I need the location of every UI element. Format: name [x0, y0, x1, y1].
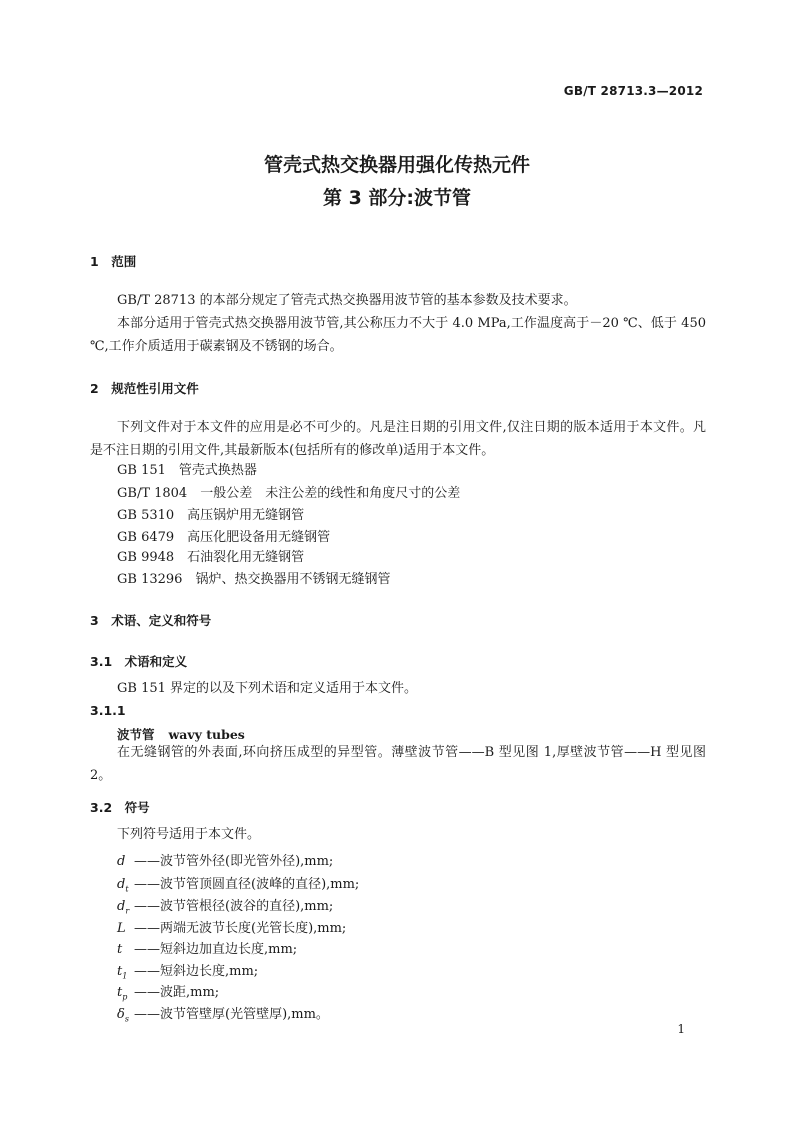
document-subtitle: 第 3 部分:波节管: [322, 187, 472, 209]
reference-code: GB 151: [117, 463, 166, 478]
term-chinese: 波节管: [117, 727, 155, 742]
symbol-item: [117, 917, 346, 938]
symbol-description: ——短斜边长度,mm;: [134, 964, 259, 979]
symbol-item: [117, 981, 219, 1002]
symbol: $t_1$: [117, 964, 128, 981]
symbol-description: ——波节管外径(即光管外径),mm;: [134, 854, 334, 869]
symbol-description: ——短斜边加直边长度,mm;: [134, 942, 298, 957]
reference-title: 锅炉、热交换器用不锈钢无缝钢管: [195, 572, 391, 587]
symbol-description: ——两端无波节长度(光管长度),mm;: [134, 921, 347, 936]
reference-title: 高压化肥设备用无缝钢管: [187, 530, 331, 545]
section-3-1-paragraph: GB 151 界定的以及下列术语和定义适用于本文件。: [117, 681, 418, 696]
document-title: 管壳式热交换器用强化传热元件: [263, 154, 530, 176]
reference-item: [117, 546, 304, 569]
section-3-1-heading: 3.1 术语和定义: [90, 654, 188, 669]
symbol-item: [117, 1003, 329, 1024]
symbol: L: [117, 921, 126, 936]
reference-code: GB 5310: [117, 508, 175, 523]
standard-code: GB/T 28713.3—2012: [563, 84, 703, 98]
reference-item: [117, 504, 304, 527]
symbol: t: [117, 942, 123, 957]
reference-title: 高压锅炉用无缝钢管: [187, 508, 305, 523]
reference-title: 一般公差 未注公差的线性和角度尺寸的公差: [200, 486, 461, 501]
symbol: d: [117, 854, 126, 869]
section-3-heading: 3 术语、定义和符号: [90, 613, 212, 628]
section-3-2-heading: 3.2 符号: [90, 800, 150, 815]
page-number: 1: [677, 1022, 685, 1036]
reference-code: GB 13296: [117, 572, 183, 587]
symbol-item: [117, 850, 333, 871]
term-english: wavy tubes: [168, 727, 245, 742]
section-1-heading: 1 范围: [90, 254, 137, 269]
reference-item: [117, 482, 460, 505]
symbol-description: ——波距,mm;: [134, 985, 220, 1000]
symbol-description: ——波节管根径(波谷的直径),mm;: [134, 899, 334, 914]
symbol: $d_t$: [117, 877, 129, 894]
section-2-paragraph: 下列文件对于本文件的应用是必不可少的。凡是注日期的引用文件,仅注日期的版本适用于本文件。凡是不注日期的引用文件,其最新版本(包括所有的修改单)适用于本文件。: [90, 420, 706, 458]
reference-item: [117, 568, 390, 591]
section-1-paragraph-1: GB/T 28713 的本部分规定了管壳式热交换器用波节管的基本参数及技术要求。: [117, 293, 577, 308]
reference-code: GB/T 1804: [117, 486, 188, 501]
section-3-2-paragraph: 下列符号适用于本文件。: [117, 827, 261, 842]
symbol-description: ——波节管壁厚(光管壁厚),mm。: [134, 1007, 329, 1022]
section-2-heading: 2 规范性引用文件: [90, 381, 199, 396]
symbol-item: [117, 873, 359, 894]
symbol: $d_r$: [117, 899, 130, 916]
section-1-paragraph-2: 本部分适用于管壳式热交换器用波节管,其公称压力不大于 4.0 MPa,工作温度高于－20 ℃、低于 450 ℃,工作介质适用于碳素钢及不锈钢的场合。: [90, 316, 706, 354]
reference-code: GB 6479: [117, 530, 175, 545]
reference-title: 石油裂化用无缝钢管: [187, 550, 305, 565]
symbol-description: ——波节管顶圆直径(波峰的直径),mm;: [134, 877, 360, 892]
section-3-1-1-heading: 3.1.1: [90, 703, 126, 718]
reference-code: GB 9948: [117, 550, 175, 565]
symbol-item: [117, 895, 333, 916]
reference-item: [117, 459, 257, 482]
reference-title: 管壳式换热器: [178, 463, 257, 478]
symbol: $\delta_s$: [117, 1007, 129, 1024]
symbol-item: [117, 960, 258, 981]
term-definition: 在无缝钢管的外表面,环向挤压成型的异型管。薄壁波节管——B 型见图 1,厚壁波节管——H 型见图 2。: [90, 745, 706, 783]
symbol: $t_p$: [117, 985, 128, 1002]
symbol-item: [117, 938, 297, 959]
